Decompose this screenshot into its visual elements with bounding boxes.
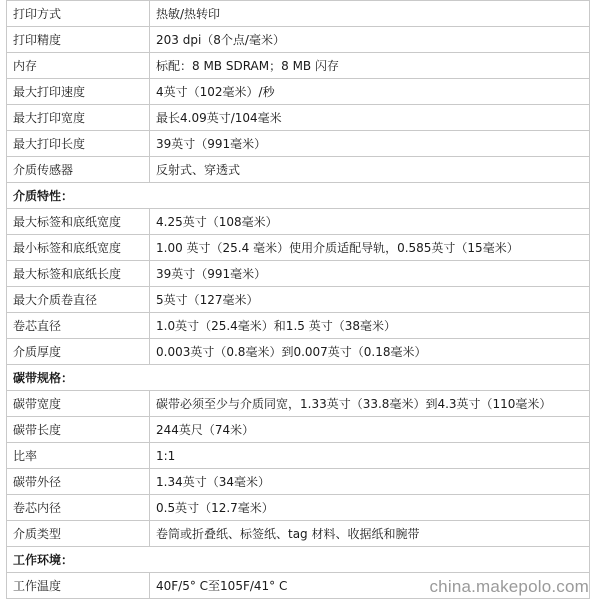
spec-row (7, 235, 590, 261)
spec-value: 标配：8 MB SDRAM；8 MB 闪存 (150, 53, 590, 79)
spec-row (7, 79, 590, 105)
spec-row (7, 131, 590, 157)
spec-label: 最大标签和底纸长度 (7, 261, 150, 287)
spec-label: 卷芯直径 (7, 313, 150, 339)
spec-row (7, 27, 590, 53)
spec-label: 最大标签和底纸宽度 (7, 209, 150, 235)
watermark: china.makepolo.com (429, 577, 589, 596)
spec-value: 5英寸（127毫米） (150, 287, 590, 313)
section-title: 工作环境： (7, 547, 590, 573)
spec-label: 卷芯内径 (7, 495, 150, 521)
spec-label: 工作温度 (7, 573, 150, 599)
spec-value: 1.0英寸（25.4毫米）和1.5 英寸（38毫米） (150, 313, 590, 339)
spec-row (7, 209, 590, 235)
section-header-row (7, 547, 590, 573)
spec-value: 0.5英寸（12.7毫米） (150, 495, 590, 521)
spec-label: 碳带外径 (7, 469, 150, 495)
spec-row (7, 1, 590, 27)
spec-label: 碳带长度 (7, 417, 150, 443)
spec-row (7, 157, 590, 183)
spec-value: 反射式、穿透式 (150, 157, 590, 183)
section-header-row (7, 183, 590, 209)
spec-value: 1.34英寸（34毫米） (150, 469, 590, 495)
spec-value: 4英寸（102毫米）/秒 (150, 79, 590, 105)
spec-label: 最大介质卷直径 (7, 287, 150, 313)
spec-label: 碳带宽度 (7, 391, 150, 417)
spec-label: 介质传感器 (7, 157, 150, 183)
spec-row (7, 521, 590, 547)
spec-row (7, 313, 590, 339)
section-title: 碳带规格： (7, 365, 590, 391)
spec-table (6, 0, 590, 599)
spec-value: 1:1 (150, 443, 590, 469)
spec-row (7, 469, 590, 495)
spec-label: 内存 (7, 53, 150, 79)
spec-label: 比率 (7, 443, 150, 469)
spec-label: 最大打印速度 (7, 79, 150, 105)
spec-row (7, 417, 590, 443)
spec-row (7, 105, 590, 131)
spec-label: 打印方式 (7, 1, 150, 27)
spec-value: 0.003英寸（0.8毫米）到0.007英寸（0.18毫米） (150, 339, 590, 365)
spec-value: 卷筒或折叠纸、标签纸、tag 材料、收据纸和腕带 (150, 521, 590, 547)
spec-row (7, 391, 590, 417)
spec-value: 4.25英寸（108毫米） (150, 209, 590, 235)
section-title: 介质特性： (7, 183, 590, 209)
spec-row (7, 495, 590, 521)
spec-row (7, 53, 590, 79)
spec-row (7, 443, 590, 469)
spec-value: 39英寸（991毫米） (150, 261, 590, 287)
section-header-row (7, 365, 590, 391)
spec-value: 热敏/热转印 (150, 1, 590, 27)
spec-value: 1.00 英寸（25.4 毫米）使用介质适配导轨，0.585英寸（15毫米） (150, 235, 590, 261)
spec-label: 最小标签和底纸宽度 (7, 235, 150, 261)
spec-label: 最大打印长度 (7, 131, 150, 157)
spec-row (7, 287, 590, 313)
spec-label: 最大打印宽度 (7, 105, 150, 131)
spec-label: 介质厚度 (7, 339, 150, 365)
spec-value: 244英尺（74米） (150, 417, 590, 443)
spec-value: 40F/5° C至105F/41° C (150, 573, 590, 599)
spec-label: 打印精度 (7, 27, 150, 53)
spec-row (7, 339, 590, 365)
spec-value: 39英寸（991毫米） (150, 131, 590, 157)
spec-value: 203 dpi（8个点/毫米） (150, 27, 590, 53)
spec-value: 碳带必须至少与介质同宽，1.33英寸（33.8毫米）到4.3英寸（110毫米） (150, 391, 590, 417)
spec-label: 介质类型 (7, 521, 150, 547)
spec-row (7, 261, 590, 287)
spec-value: 最长4.09英寸/104毫米 (150, 105, 590, 131)
spec-table-body (7, 1, 590, 599)
